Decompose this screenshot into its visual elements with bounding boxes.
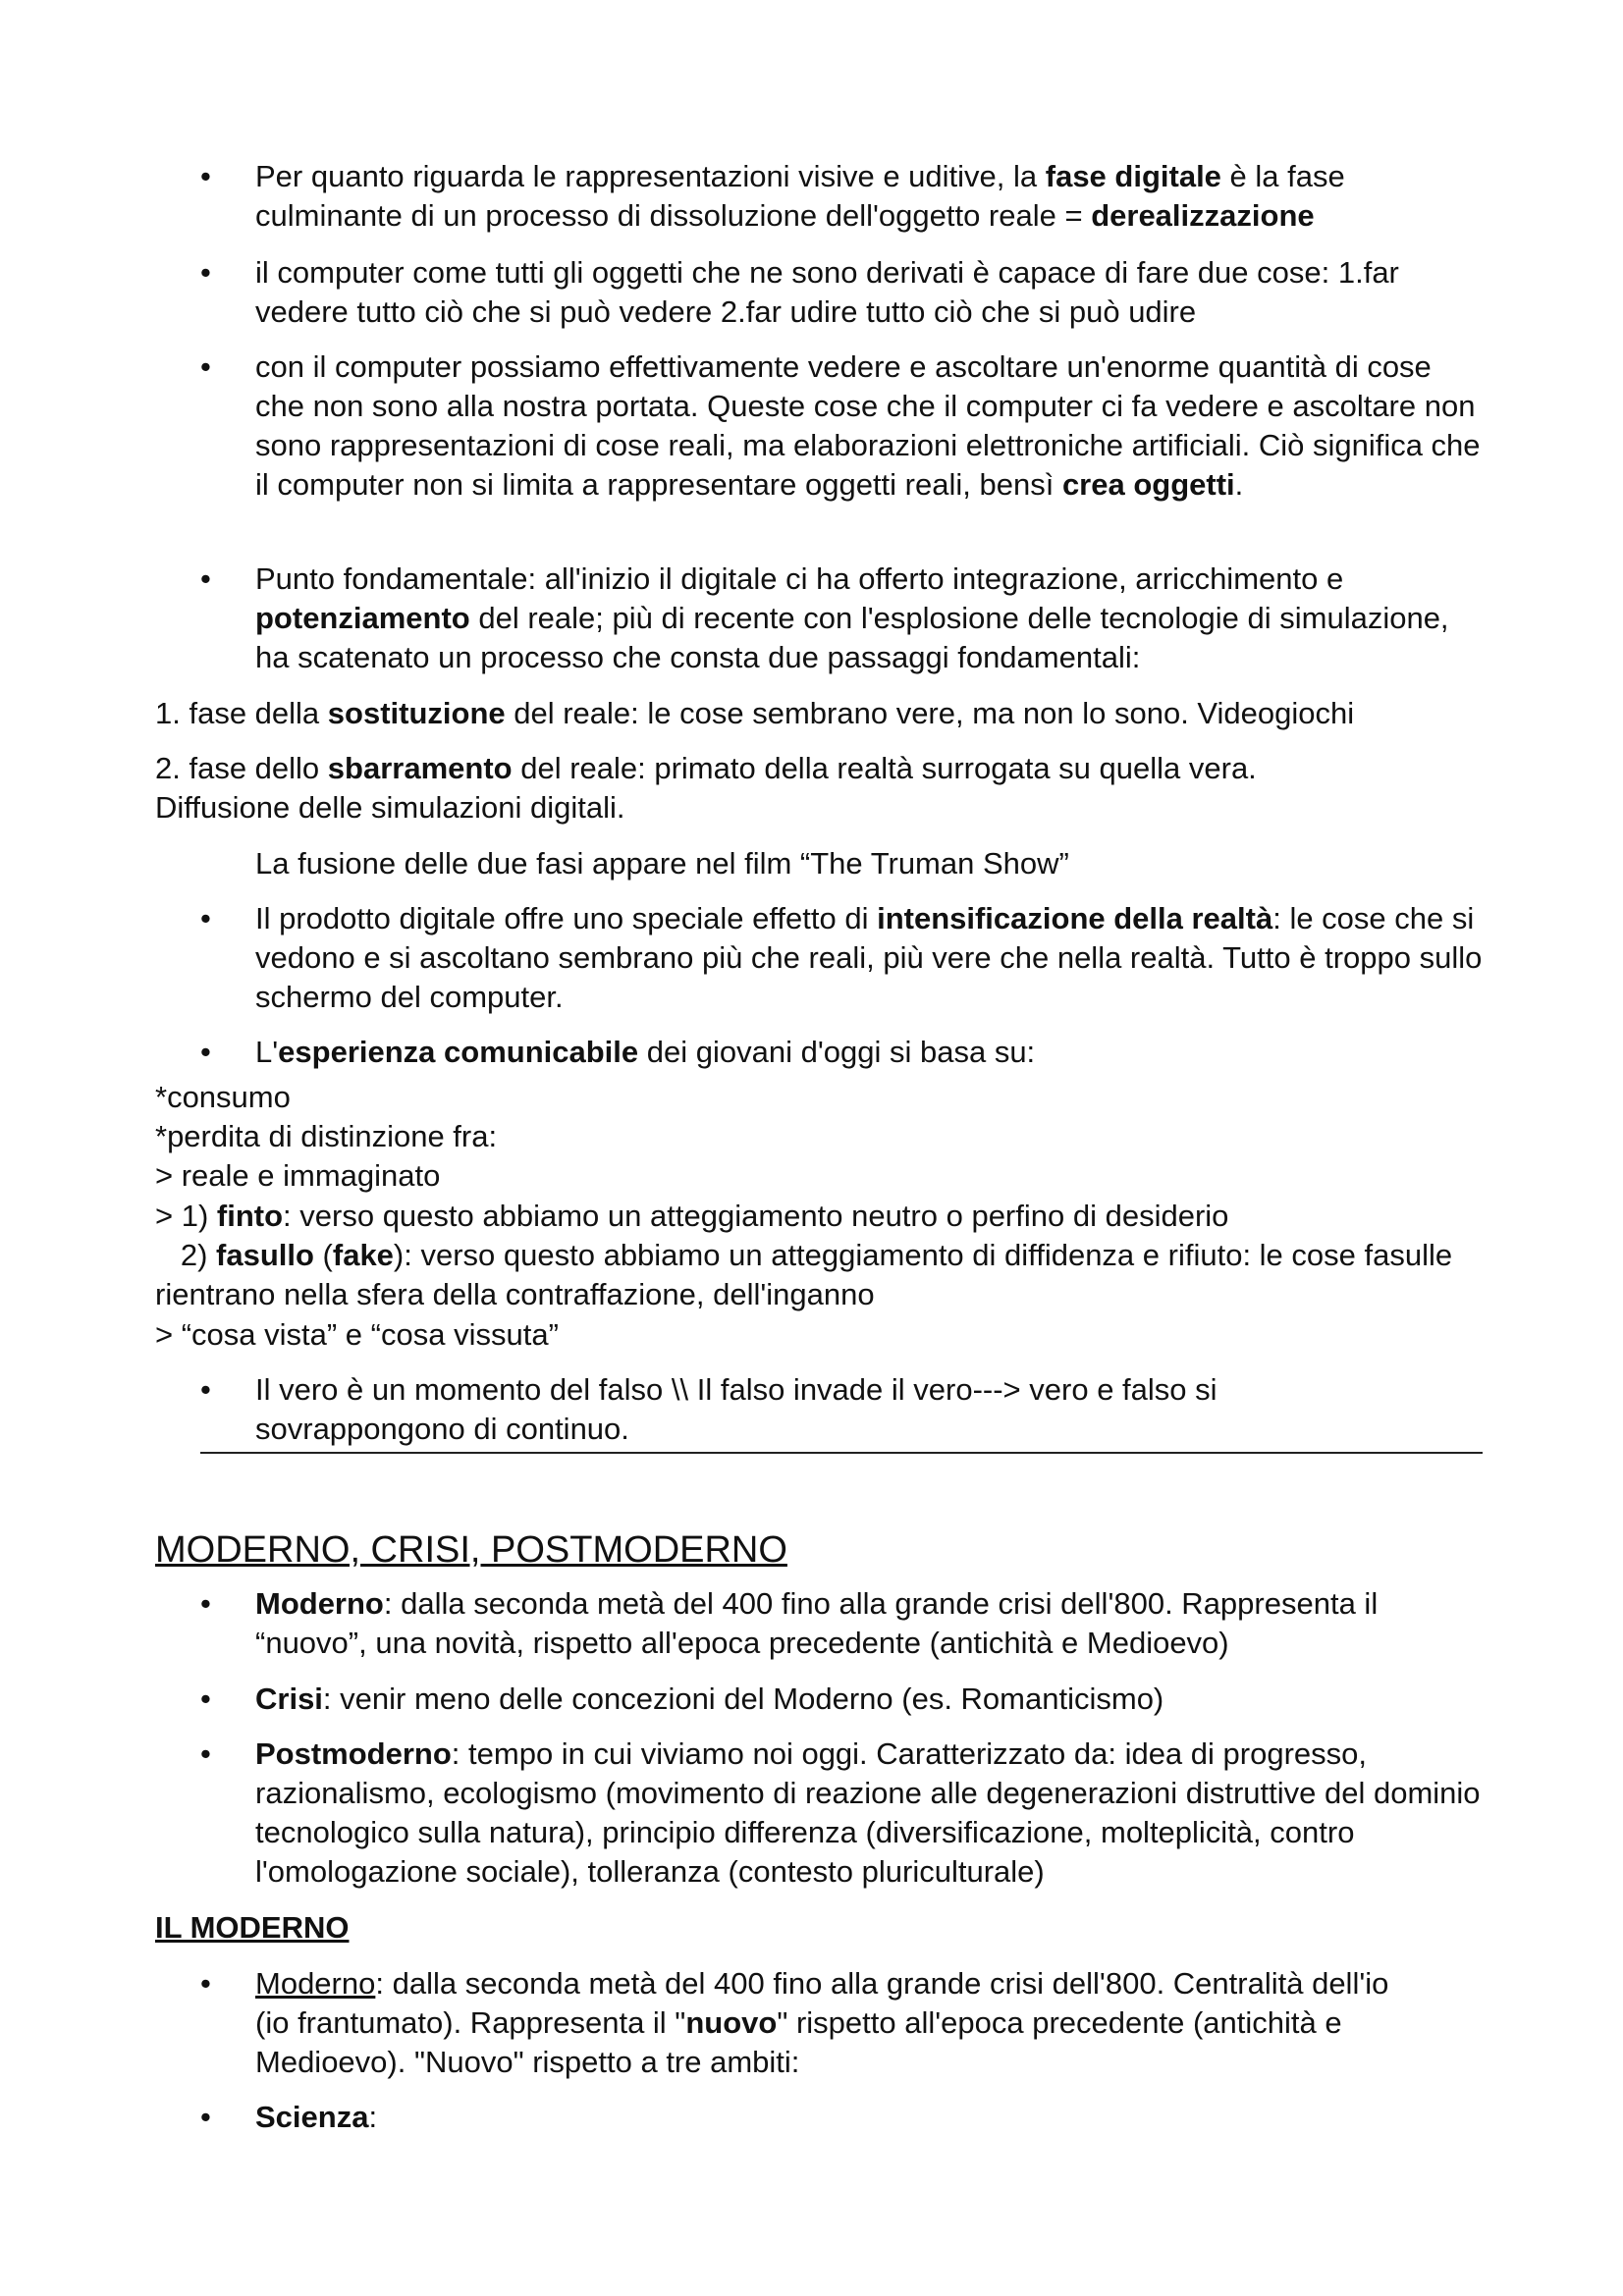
film-note: La fusione delle due fasi appare nel film “The Truman Show” bbox=[255, 846, 1069, 881]
numbered-item: 2. fase dello sbarramento del reale: primato della realtà surrogata su quella vera. Diffusione delle simulazioni digitali. bbox=[155, 751, 1257, 825]
bullet-text: Moderno: dalla seconda metà del 400 fino alla grande crisi dell'800. Rappresenta il “nuovo”, una novità, rispetto all'epoca precedente (antichità e Medioevo) bbox=[255, 1586, 1379, 1660]
bullet-text: Crisi: venir meno delle concezioni del Moderno (es. Romanticismo) bbox=[255, 1682, 1164, 1716]
bullet-text: il computer come tutti gli oggetti che ne sono derivati è capace di fare due cose: 1.far vedere tutto ciò che si può vedere 2.far udire tutto ciò che si può udire bbox=[255, 255, 1399, 329]
list-line: *consumo bbox=[155, 1080, 291, 1114]
bullet: • bbox=[200, 561, 211, 596]
bullet: • bbox=[200, 901, 211, 935]
bullet: • bbox=[200, 1035, 211, 1069]
bullet: • bbox=[200, 255, 211, 290]
list-line: 2) fasullo (fake): verso questo abbiamo un atteggiamento di diffidenza e rifiuto: le cose fasulle rientrano nella sfera della contraffazione, dell'inganno bbox=[155, 1238, 1461, 1311]
bullet-text: Per quanto riguarda le rappresentazioni visive e uditive, la fase digitale è la fase culminante di un processo di dissoluzione dell'oggetto reale = derealizzazione bbox=[255, 159, 1345, 233]
bullet: • bbox=[200, 1682, 211, 1716]
bullet-text: Il prodotto digitale offre uno speciale effetto di intensificazione della realtà: le cose che si vedono e si ascoltano sembrano più che reali, più vere che nella realtà. Tutto è troppo sullo schermo del computer. bbox=[255, 901, 1483, 1014]
subsection-heading: IL MODERNO bbox=[155, 1910, 350, 1945]
list-line: > reale e immaginato bbox=[155, 1158, 441, 1193]
list-line: *perdita di distinzione fra: bbox=[155, 1119, 498, 1153]
bullet: • bbox=[200, 1736, 211, 1771]
horizontal-rule bbox=[200, 1452, 1483, 1454]
numbered-item: 1. fase della sostituzione del reale: le cose sembrano vere, ma non lo sono. Videogiochi bbox=[155, 696, 1355, 730]
bullet-text: Postmoderno: tempo in cui viviamo noi oggi. Caratterizzato da: idea di progresso, razionalismo, ecologismo (movimento di reazione alle degenerazioni distruttive del dominio tecnologico sulla natura), principio differenza (diversificazione, molteplicità, contro l'omologazione sociale), tolleranza (contesto pluriculturale) bbox=[255, 1736, 1481, 1889]
bullet: • bbox=[200, 1372, 211, 1407]
bullet: • bbox=[200, 159, 211, 193]
bullet: • bbox=[200, 349, 211, 384]
bullet-text: Il vero è un momento del falso \\ Il falso invade il vero---> vero e falso si sovrappongono di continuo. bbox=[255, 1372, 1217, 1446]
bullet-text: L'esperienza comunicabile dei giovani d'oggi si basa su: bbox=[255, 1035, 1036, 1069]
list-line: > “cosa vista” e “cosa vissuta” bbox=[155, 1317, 559, 1352]
bullet: • bbox=[200, 2100, 211, 2134]
bullet: • bbox=[200, 1586, 211, 1621]
list-line: > 1) finto: verso questo abbiamo un atteggiamento neutro o perfino di desiderio bbox=[155, 1199, 1229, 1233]
bullet-text: Scienza: bbox=[255, 2100, 378, 2134]
bullet: • bbox=[200, 1966, 211, 2001]
section-heading: MODERNO, CRISI, POSTMODERNO bbox=[155, 1529, 787, 1571]
bullet-text: con il computer possiamo effettivamente vedere e ascoltare un'enorme quantità di cose che non sono alla nostra portata. Queste cose che il computer ci fa vedere e ascoltare non sono rappresentazioni di cose reali, ma elaborazioni elettroniche artificiali. Ciò significa che il computer non si limita a rappresentare oggetti reali, bensì crea oggetti. bbox=[255, 349, 1481, 502]
bullet-text: Punto fondamentale: all'inizio il digitale ci ha offerto integrazione, arricchimento e potenziamento del reale; più di recente con l'esplosione delle tecnologie di simulazione, ha scatenato un processo che consta due passaggi fondamentali: bbox=[255, 561, 1449, 674]
bullet-text: Moderno: dalla seconda metà del 400 fino alla grande crisi dell'800. Centralità dell'io (io frantumato). Rappresenta il "nuovo" rispetto all'epoca precedente (antichità e Medioevo). "Nuovo" rispetto a tre ambiti: bbox=[255, 1966, 1389, 2079]
